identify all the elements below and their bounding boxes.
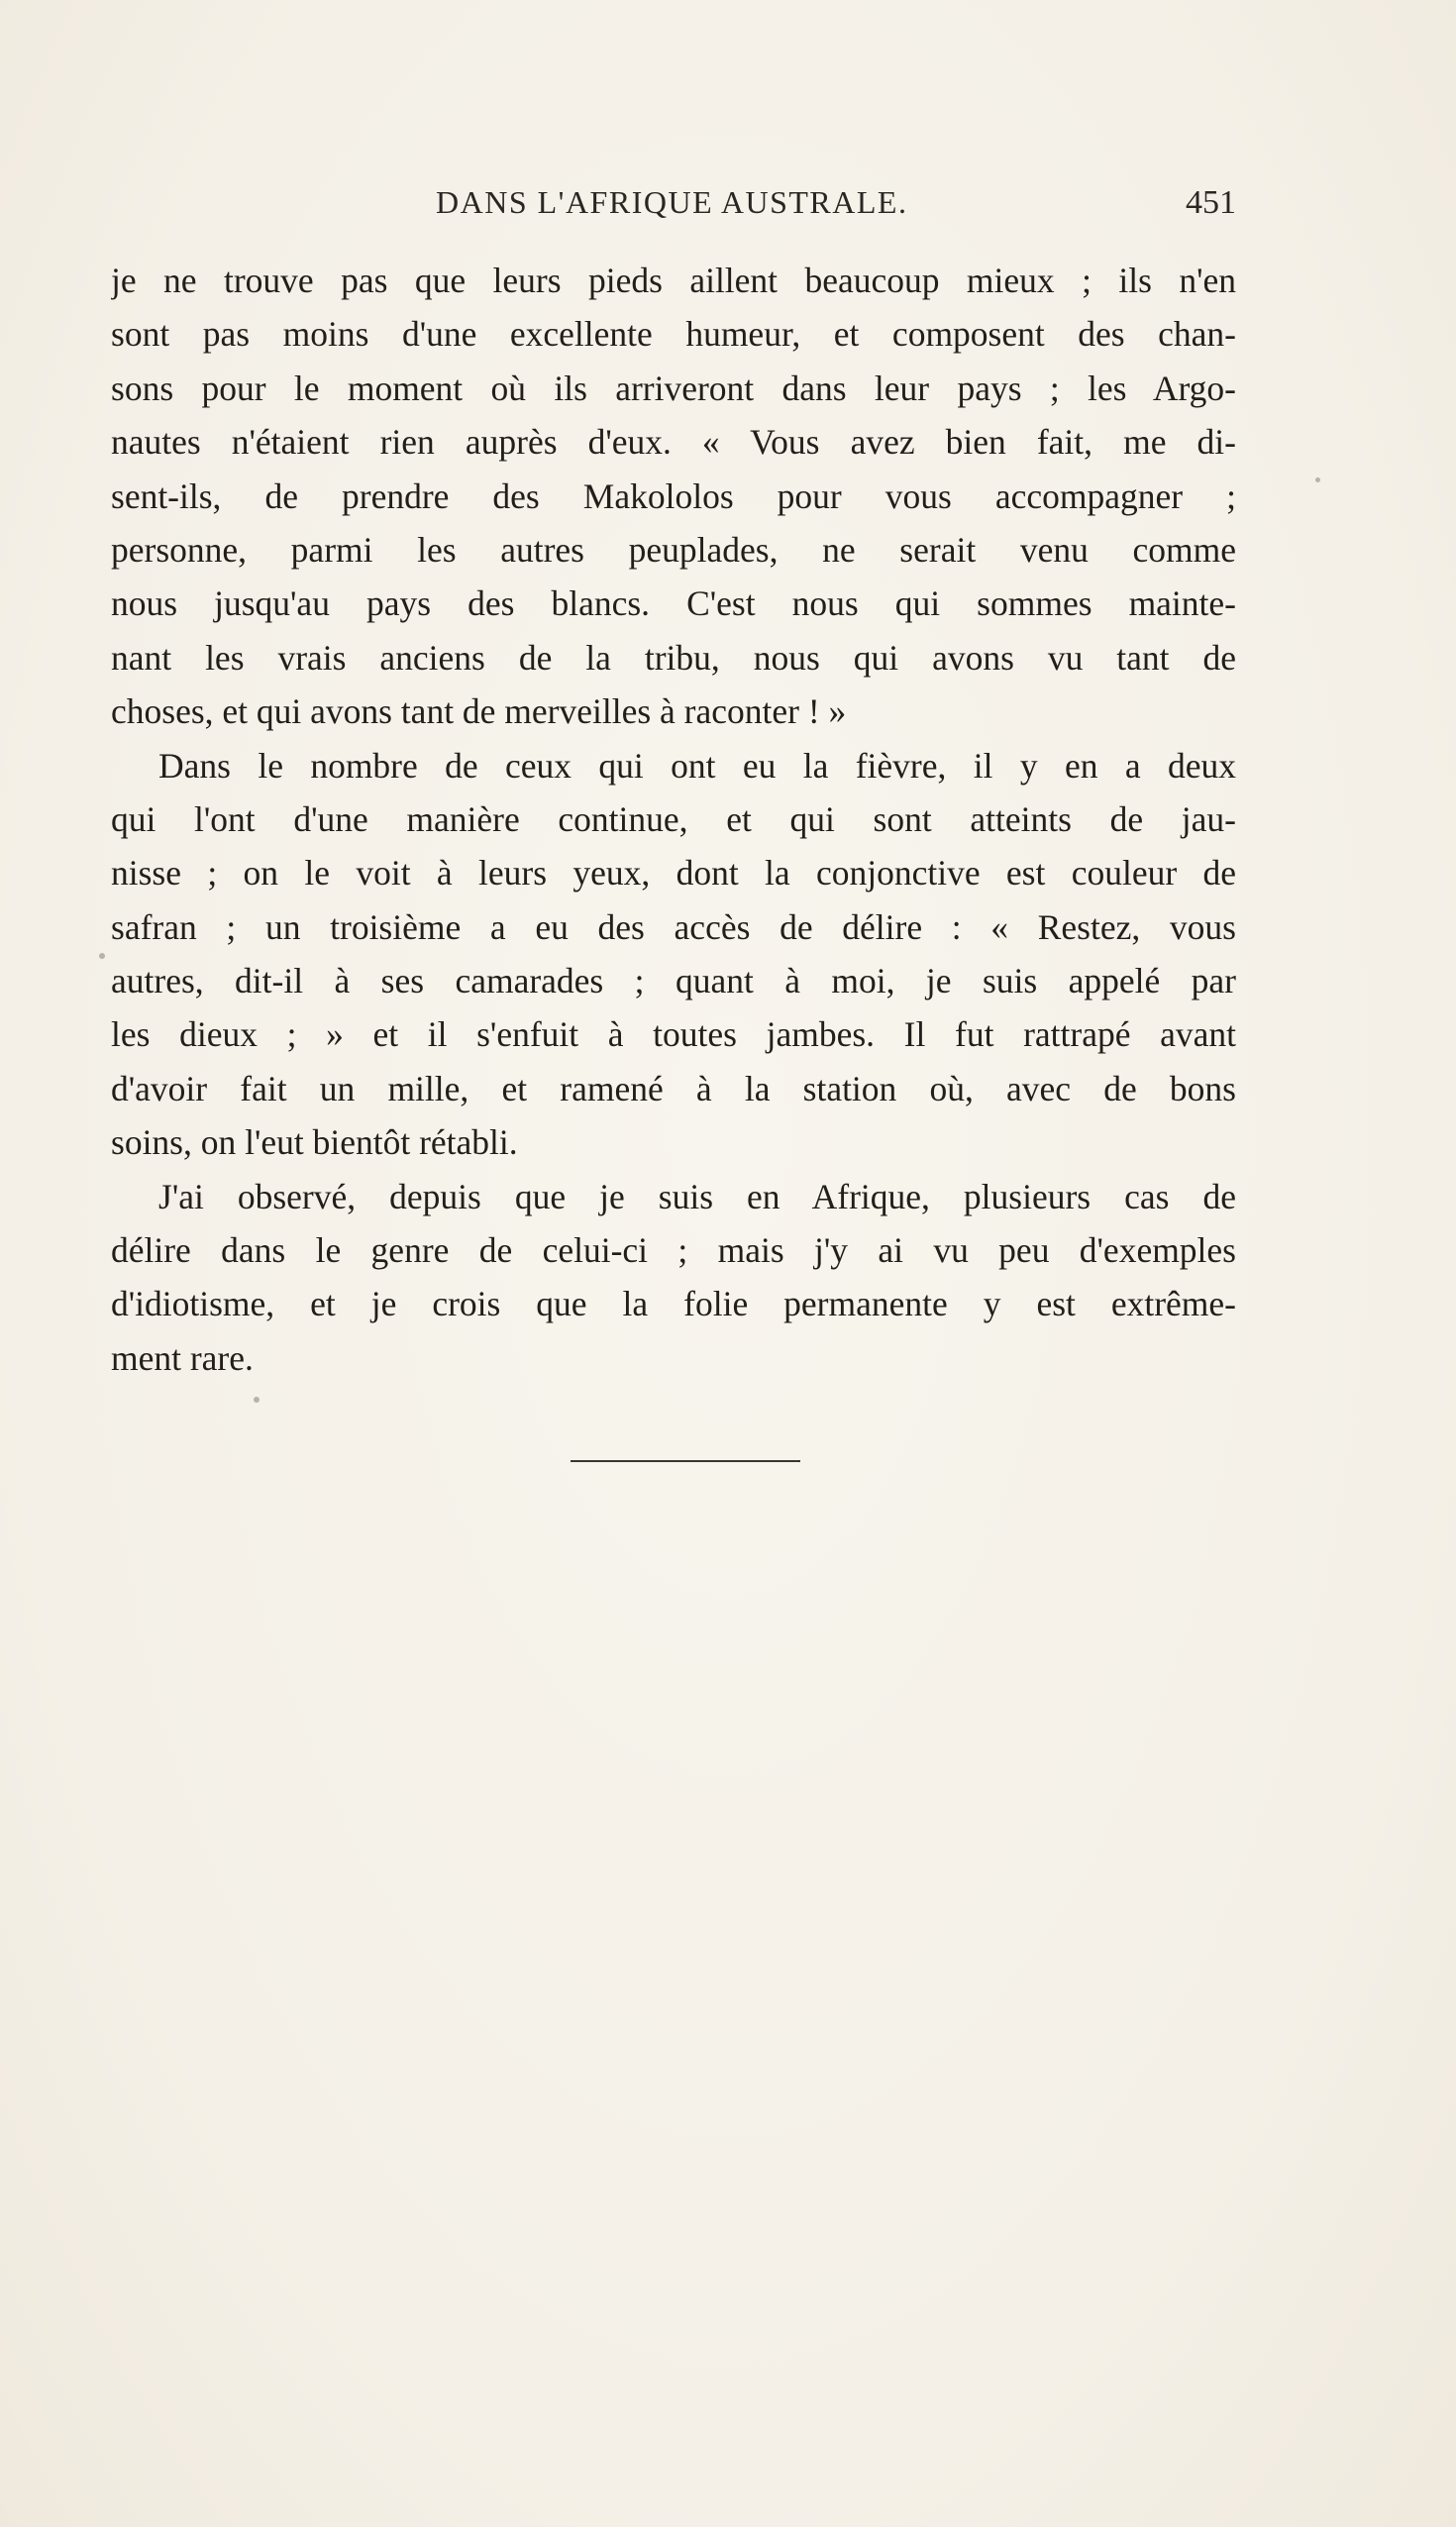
paper-speck xyxy=(1315,477,1320,482)
paper-speck xyxy=(254,1397,260,1403)
paragraph xyxy=(111,254,1236,739)
text-line: sons pour le moment où ils arriveront dans leur pays ; les Argo- xyxy=(111,368,1236,408)
text-line: sont pas moins d'une excellente humeur, et composent des chan- xyxy=(111,314,1236,355)
page-number: 451 xyxy=(1186,184,1236,221)
text-line: d'idiotisme, et je crois que la folie permanente y est extrême- xyxy=(111,1284,1236,1324)
text-line: je ne trouve pas que leurs pieds aillent beaucoup mieux ; ils n'en xyxy=(111,261,1236,300)
text-line: Dans le nombre de ceux qui ont eu la fièvre, il y en a deux xyxy=(158,745,1236,786)
text-line: délire dans le genre de celui-ci ; mais j'y ai vu peu d'exemples xyxy=(111,1230,1236,1271)
text-line: les dieux ; » et il s'enfuit à toutes jambes. Il fut rattrapé avant xyxy=(111,1014,1236,1055)
text-line: qui l'ont d'une manière continue, et qui sont atteints de jau- xyxy=(111,798,1236,839)
text-line: choses, et qui avons tant de merveilles à raconter ! » xyxy=(111,691,847,732)
paper-speck xyxy=(99,953,105,959)
text-line: nautes n'étaient rien auprès d'eux. « Vous avez bien fait, me di- xyxy=(111,422,1236,463)
text-line: ment rare. xyxy=(111,1337,254,1378)
text-line: sent-ils, de prendre des Makololos pour vous accompagner ; xyxy=(111,475,1236,516)
text-line: soins, on l'eut bientôt rétabli. xyxy=(111,1122,518,1163)
page-header xyxy=(111,184,1236,236)
paragraph xyxy=(111,1170,1236,1386)
running-title: DANS L'AFRIQUE AUSTRALE. xyxy=(436,184,908,220)
text-line: safran ; un troisième a eu des accès de délire : « Restez, vous xyxy=(111,906,1236,947)
text-line: J'ai observé, depuis que je suis en Afrique, plusieurs cas de xyxy=(158,1176,1236,1216)
paragraph xyxy=(111,739,1236,1170)
text-line: d'avoir fait un mille, et ramené à la station où, avec de bons xyxy=(111,1068,1236,1108)
end-rule xyxy=(571,1460,800,1462)
text-line: nous jusqu'au pays des blancs. C'est nous qui sommes mainte- xyxy=(111,583,1236,624)
text-line: autres, dit-il à ses camarades ; quant à moi, je suis appelé par xyxy=(111,961,1236,1001)
text-line: nant les vrais anciens de la tribu, nous qui avons vu tant de xyxy=(111,637,1236,678)
text-line: nisse ; on le voit à leurs yeux, dont la conjonctive est couleur de xyxy=(111,853,1236,894)
body-text xyxy=(111,254,1236,1385)
text-line: personne, parmi les autres peuplades, ne serait venu comme xyxy=(111,529,1236,570)
